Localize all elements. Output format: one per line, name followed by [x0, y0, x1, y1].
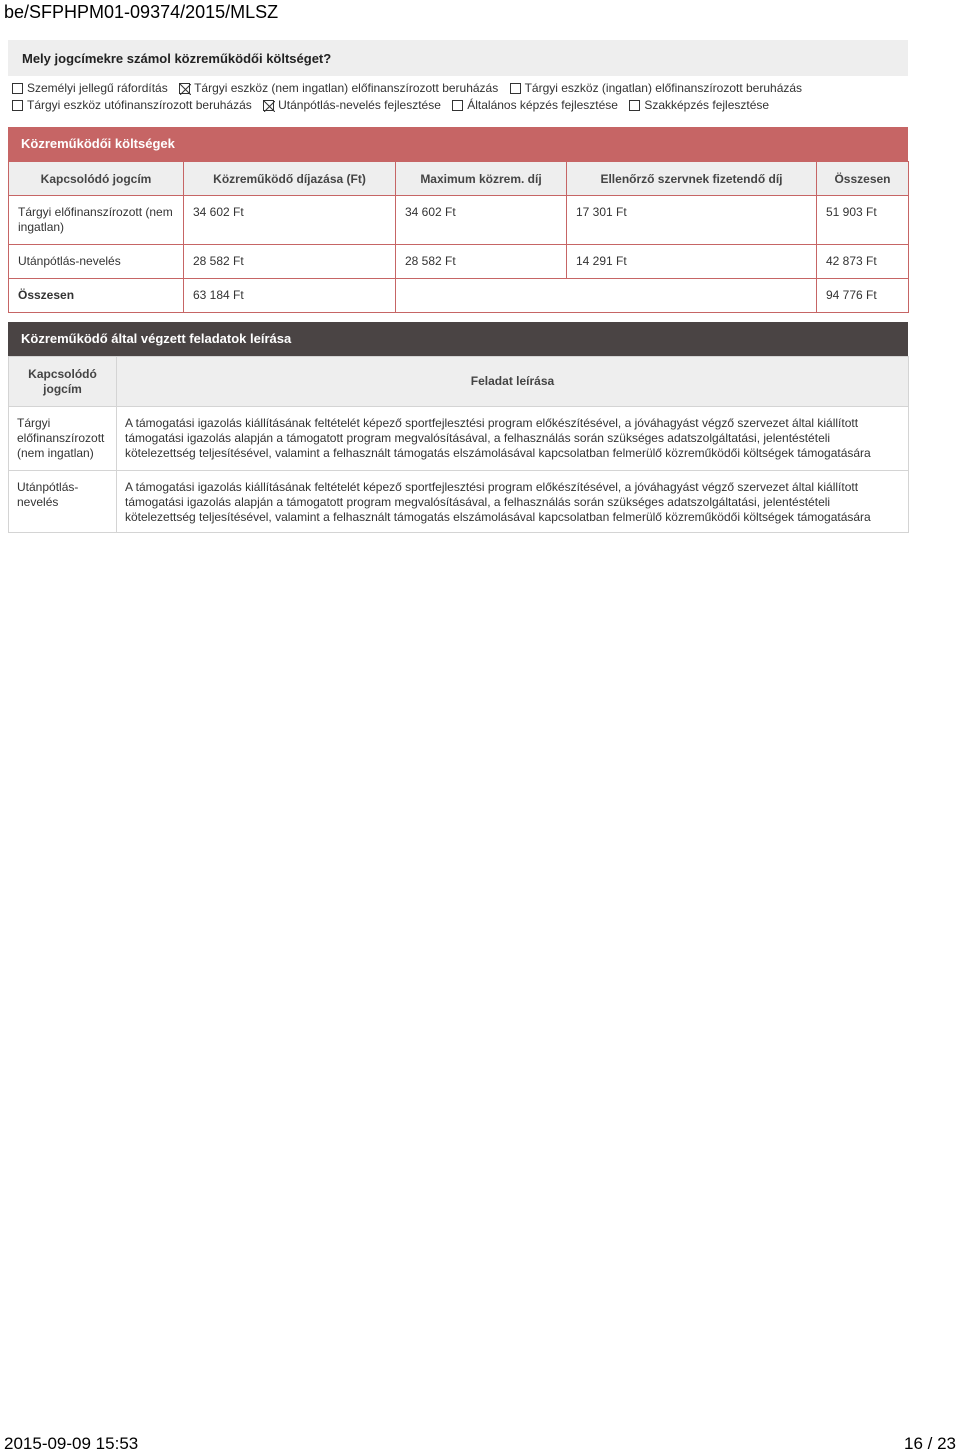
cell-maximum: 28 582 Ft: [396, 245, 567, 279]
cell-osszesen: 51 903 Ft: [817, 196, 909, 245]
footer-timestamp: 2015-09-09 15:53: [4, 1434, 139, 1453]
total-row: [9, 279, 909, 313]
total-osszesen: 94 776 Ft: [817, 279, 909, 313]
option-personal[interactable]: [12, 80, 168, 97]
costs-header-row: [9, 162, 909, 196]
description-line: A támogatási igazolás kiállításának feltételét képező sportfejlesztési program előkészítésével, a jóváhagyást végző szervezet által kiállított: [125, 480, 859, 494]
tasks-header-row: [9, 357, 909, 407]
footer-page-number: 16 / 23: [904, 1434, 956, 1453]
option-label: Személyi jellegű ráfordítás: [27, 81, 168, 95]
costs-section: [8, 127, 908, 313]
table-row: [9, 471, 909, 533]
option-label: Tárgyi eszköz (nem ingatlan) előfinanszírozott beruházás: [194, 81, 499, 95]
question-header: [8, 40, 908, 76]
column-header: Kapcsolódó jogcím: [9, 162, 184, 196]
description-line: támogatási igazolás alapján a támogatott program megvalósításával, a felhasználás során szükséges adatszolgáltatási, jelentéstételi: [125, 431, 831, 445]
costs-title: Közreműködői költségek: [8, 127, 908, 161]
options-line: [12, 97, 912, 114]
option-tangible-property[interactable]: [510, 80, 802, 97]
checkbox-unchecked-icon[interactable]: [510, 83, 521, 94]
option-label: Általános képzés fejlesztése: [467, 98, 618, 112]
description-line: A támogatási igazolás kiállításának feltételét képező sportfejlesztési program előkészítésével, a jóváhagyást végző szervezet által kiállított: [125, 416, 859, 430]
cell-dijazas: 28 582 Ft: [184, 245, 396, 279]
column-header: Összesen: [817, 162, 909, 196]
cell-maximum: 34 602 Ft: [396, 196, 567, 245]
checkbox-checked-icon[interactable]: [179, 83, 190, 94]
cell-osszesen: 42 873 Ft: [817, 245, 909, 279]
checkbox-checked-icon[interactable]: [263, 100, 274, 111]
option-tangible-not-property[interactable]: [179, 80, 498, 97]
cell-description: [117, 471, 909, 533]
tasks-section: [8, 322, 908, 533]
checkbox-unchecked-icon[interactable]: [629, 100, 640, 111]
cell-ellenorzo: 17 301 Ft: [567, 196, 817, 245]
cell-jogcim: Utánpótlás-nevelés: [9, 245, 184, 279]
option-label: Utánpótlás-nevelés fejlesztése: [278, 98, 441, 112]
column-header: Közreműködő díjazása (Ft): [184, 162, 396, 196]
option-label: Tárgyi eszköz utófinanszírozott beruházás: [27, 98, 252, 112]
option-label: Tárgyi eszköz (ingatlan) előfinanszírozott beruházás: [524, 81, 803, 95]
checkbox-unchecked-icon[interactable]: [12, 100, 23, 111]
question-text: Mely jogcímekre számol közreműködői költséget?: [22, 51, 332, 66]
options-list: [12, 80, 912, 114]
table-row: [9, 245, 909, 279]
option-youth-development[interactable]: [263, 97, 441, 114]
column-header: Kapcsolódó jogcím: [9, 357, 117, 407]
tasks-title: Közreműködő által végzett feladatok leírása: [8, 322, 908, 356]
option-tangible-post-financed[interactable]: [12, 97, 252, 114]
total-label: Összesen: [9, 279, 184, 313]
column-header: Maximum közrem. díj: [396, 162, 567, 196]
document-id: be/SFPHPM01-09374/2015/MLSZ: [4, 2, 279, 22]
description-line: kötelezettség teljesítésével, valamint a felhasznált támogatás elszámolásával kapcsolatban felmerülő közreműködői költségek támogatására: [125, 446, 871, 460]
tasks-table: [8, 356, 909, 533]
checkbox-unchecked-icon[interactable]: [12, 83, 23, 94]
cell-ellenorzo: 14 291 Ft: [567, 245, 817, 279]
option-vocational-training[interactable]: [629, 97, 769, 114]
column-header: Feladat leírása: [117, 357, 909, 407]
cell-jogcim: Tárgyi előfinanszírozott (nem ingatlan): [9, 196, 184, 245]
options-line: [12, 80, 912, 97]
table-row: [9, 407, 909, 471]
cell-jogcim: Tárgyi előfinanszírozott (nem ingatlan): [9, 407, 117, 471]
option-general-training[interactable]: [452, 97, 618, 114]
column-header: Ellenőrző szervnek fizetendő díj: [567, 162, 817, 196]
costs-table: [8, 161, 909, 313]
cell-jogcim: Utánpótlás-nevelés: [9, 471, 117, 533]
table-row: [9, 196, 909, 245]
option-label: Szakképzés fejlesztése: [644, 98, 770, 112]
description-line: támogatási igazolás alapján a támogatott program megvalósításával, a felhasználás során szükséges adatszolgáltatási, jelentéstételi: [125, 495, 831, 509]
cell-description: [117, 407, 909, 471]
cell-dijazas: 34 602 Ft: [184, 196, 396, 245]
description-line: kötelezettség teljesítésével, valamint a felhasznált támogatás elszámolásával kapcsolatban felmerülő közreműködői költségek támogatására: [125, 510, 871, 524]
total-empty-cell: [396, 279, 817, 313]
total-dijazas: 63 184 Ft: [184, 279, 396, 313]
checkbox-unchecked-icon[interactable]: [452, 100, 463, 111]
